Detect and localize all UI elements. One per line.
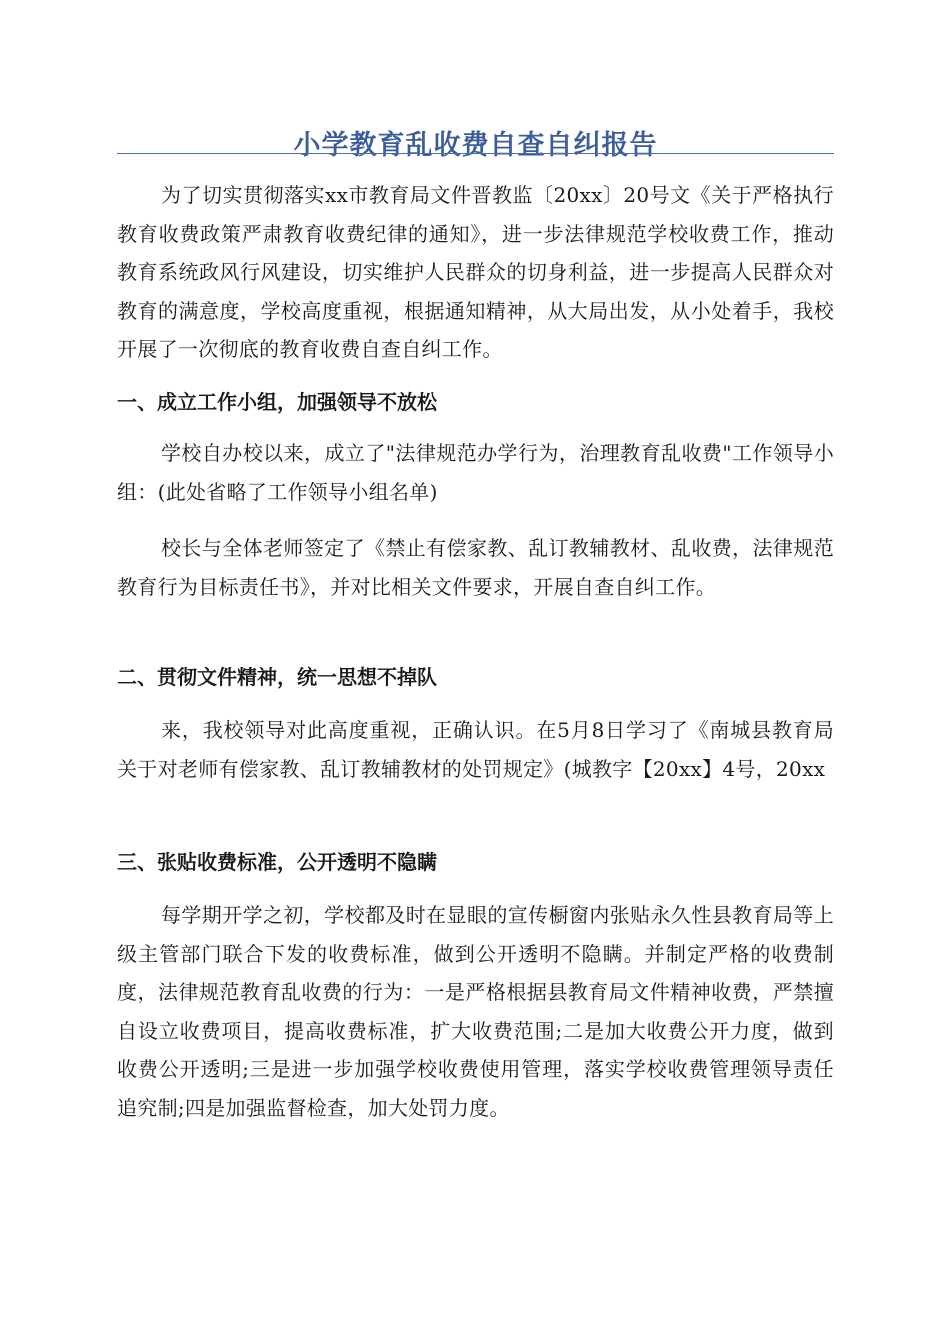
document-title: 小学教育乱收费自查自纠报告 bbox=[293, 130, 658, 162]
section-1-paragraph-1: 学校自办校以来，成立了"法律规范办学行为，治理教育乱收费"工作领导小组：(此处省略了工作领导小组名单) bbox=[117, 441, 834, 504]
section-heading-1: 一、成立工作小组，加强领导不放松 bbox=[117, 390, 437, 414]
section-heading-3: 三、张贴收费标准，公开透明不隐瞒 bbox=[117, 850, 437, 874]
intro-paragraph: 为了切实贯彻落实xx市教育局文件晋教监〔20xx〕20号文《关于严格执行教育收费政策严肃教育收费纪律的通知》，进一步法律规范学校收费工作，推动教育系统政风行风建设，切实维护人民群众的切身利益，进一步提高人民群众对教育的满意度，学校高度重视，根据通知精神，从大局出发，从小处着手，我校开展了一次彻底的教育收费自查自纠工作。 bbox=[117, 183, 834, 361]
section-1-paragraph-2: 校长与全体老师签定了《禁止有偿家教、乱订教辅教材、乱收费，法律规范教育行为目标责任书》，并对比相关文件要求，开展自查自纠工作。 bbox=[117, 536, 834, 599]
section-3-paragraph-1: 每学期开学之初，学校都及时在显眼的宣传橱窗内张贴永久性县教育局等上级主管部门联合下发的收费标准，做到公开透明不隐瞒。并制定严格的收费制度，法律规范教育乱收费的行为：一是严格根据县教育局文件精神收费，严禁擅自设立收费项目，提高收费标准，扩大收费范围;二是加大收费公开力度，做到收费公开透明;三是进一步加强学校收费使用管理，落实学校收费管理领导责任追究制;四是加强监督检查，加大处罚力度。 bbox=[117, 903, 834, 1120]
title-underline bbox=[117, 153, 834, 154]
section-heading-2: 二、贯彻文件精神，统一思想不掉队 bbox=[117, 665, 437, 689]
section-2-paragraph-1: 来，我校领导对此高度重视，正确认识。在5月8日学习了《南城县教育局关于对老师有偿家教、乱订教辅教材的处罚规定》(城教字【20xx】4号，20xx bbox=[117, 718, 834, 781]
